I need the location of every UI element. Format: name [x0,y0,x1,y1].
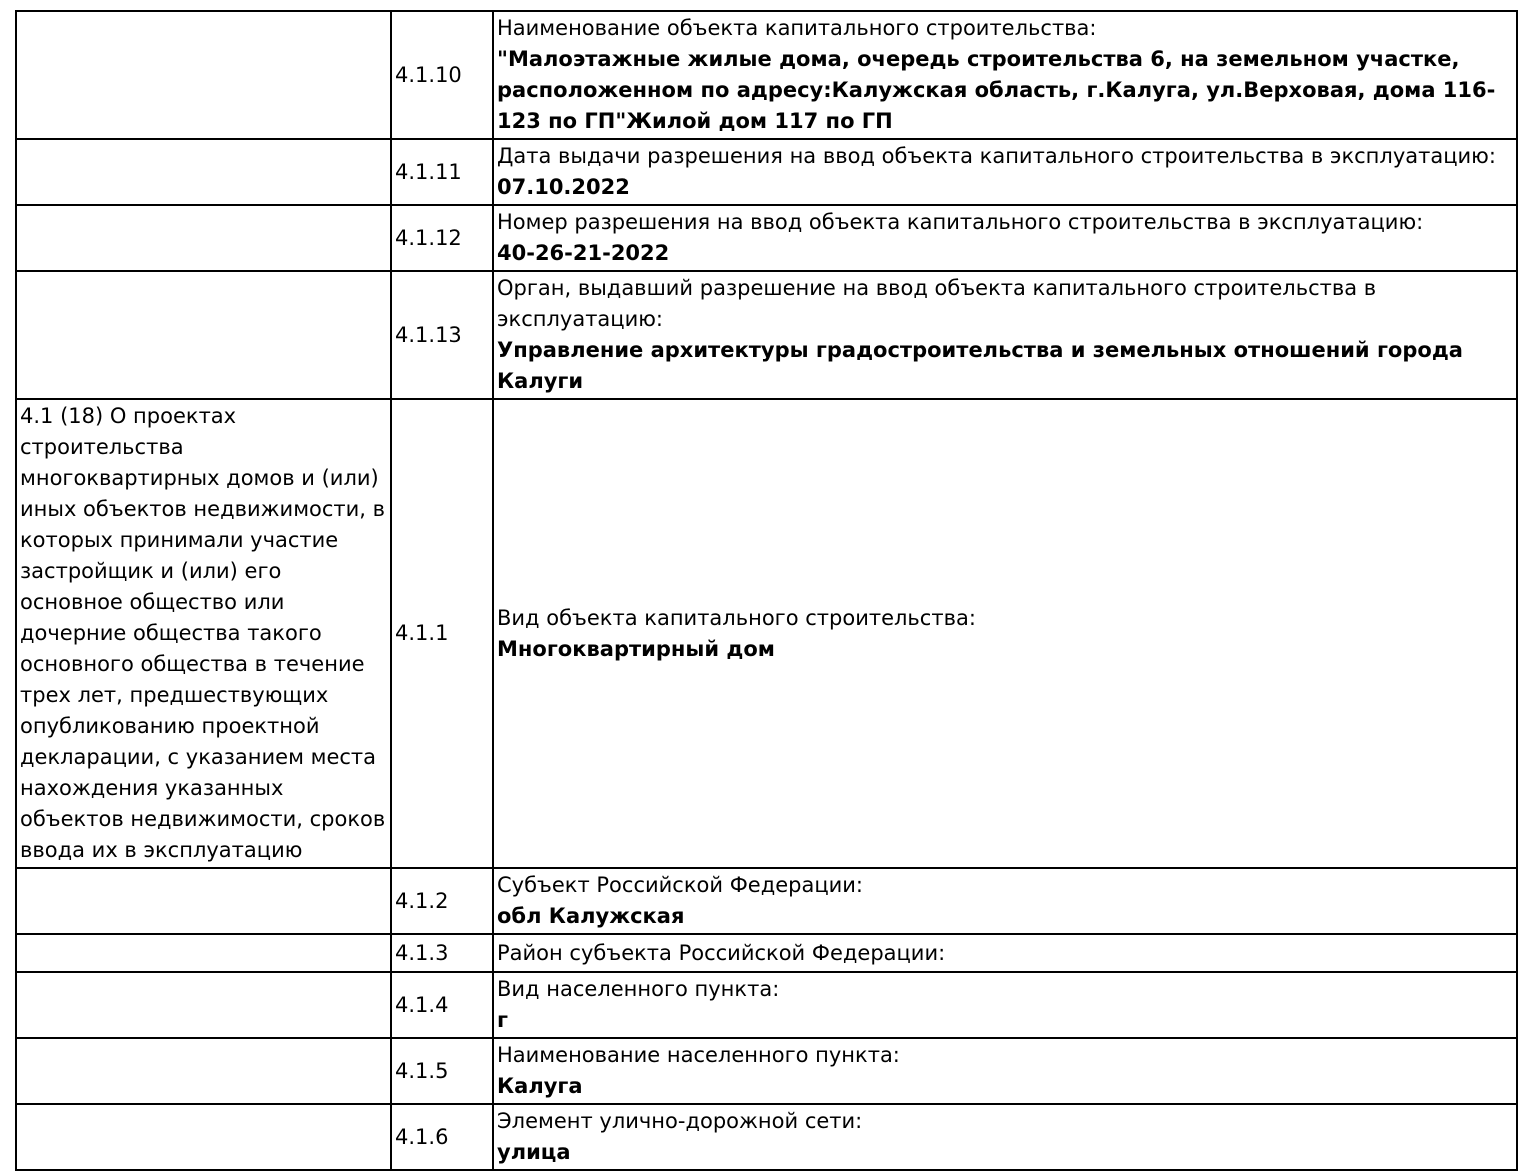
field-label: Элемент улично-дорожной сети: [497,1109,863,1133]
section-cell [16,934,391,972]
item-number-cell [391,1038,493,1104]
item-number: 4.1.4 [395,992,449,1017]
table-row [16,1038,1517,1104]
field-value: г [497,1008,508,1032]
field-label: Дата выдачи разрешения на ввод объекта капитального строительства в эксплуатацию: [497,144,1496,168]
table-row [16,972,1517,1038]
table-row [16,205,1517,271]
field-label: Наименование объекта капитального строительства: [497,16,1097,40]
item-number-cell [391,972,493,1038]
field-value: обл Калужская [497,904,685,928]
field-value: улица [497,1140,571,1164]
item-number: 4.1.5 [395,1058,449,1083]
table-row [16,399,1517,868]
field-value: 07.10.2022 [497,175,630,199]
item-number-cell [391,1104,493,1170]
content-cell [493,205,1517,271]
content-cell [493,11,1517,139]
section-label: 4.1 (18) О проектах строительства многоквартирных домов и (или) иных объектов недвижимости, в которых принимали участие застройщик и (или) его основное общество или дочерние общества такого основного общества в течение трех лет, предшествующих опубликованию проектной декларации, с указанием места нахождения указанных объектов недвижимости, сроков ввода их в эксплуатацию [20,404,386,862]
field-value: Управление архитектуры градостроительства и земельных отношений города Калуги [497,338,1463,393]
item-number: 4.1.6 [395,1124,449,1149]
content-cell [493,934,1517,972]
content-cell [493,1038,1517,1104]
section-cell [16,271,391,399]
field-label: Район субъекта Российской Федерации: [497,940,946,965]
field-value: 40-26-21-2022 [497,241,670,265]
item-number-cell [391,11,493,139]
item-number: 4.1.12 [395,225,462,250]
item-number-cell [391,139,493,205]
content-cell [493,271,1517,399]
section-cell [16,399,391,868]
field-label: Номер разрешения на ввод объекта капитального строительства в эксплуатацию: [497,210,1424,234]
content-cell [493,1104,1517,1170]
field-label: Орган, выдавший разрешение на ввод объекта капитального строительства в эксплуатацию: [497,276,1377,331]
item-number-cell [391,271,493,399]
table-row [16,934,1517,972]
item-number: 4.1.11 [395,159,462,184]
section-cell [16,1038,391,1104]
field-value: Многоквартирный дом [497,636,775,661]
item-number-cell [391,868,493,934]
item-number: 4.1.10 [395,62,462,87]
item-number: 4.1.13 [395,322,462,347]
content-cell [493,139,1517,205]
table-row [16,11,1517,139]
section-cell [16,1104,391,1170]
field-label: Вид объекта капитального строительства: [497,605,976,630]
table-row [16,868,1517,934]
content-cell [493,868,1517,934]
field-label: Наименование населенного пункта: [497,1043,900,1067]
section-cell [16,139,391,205]
section-cell [16,972,391,1038]
table-row [16,271,1517,399]
section-cell [16,205,391,271]
section-cell [16,11,391,139]
table-row [16,139,1517,205]
field-label: Субъект Российской Федерации: [497,873,863,897]
content-cell [493,972,1517,1038]
table-row [16,1104,1517,1170]
item-number: 4.1.1 [395,621,449,645]
item-number: 4.1.2 [395,888,449,913]
content-cell [493,399,1517,868]
item-number-cell [391,399,493,868]
declaration-table [15,10,1518,1171]
section-cell [16,868,391,934]
field-value: Калуга [497,1074,583,1098]
item-number-cell [391,934,493,972]
item-number: 4.1.3 [395,940,449,965]
item-number-cell [391,205,493,271]
field-value: "Малоэтажные жилые дома, очередь строительства 6, на земельном участке, расположенном по адресу:Калужская область, г.Калуга, ул.Верховая, дома 116-123 по ГП"Жилой дом 117 по ГП [497,47,1496,133]
field-label: Вид населенного пункта: [497,977,780,1001]
